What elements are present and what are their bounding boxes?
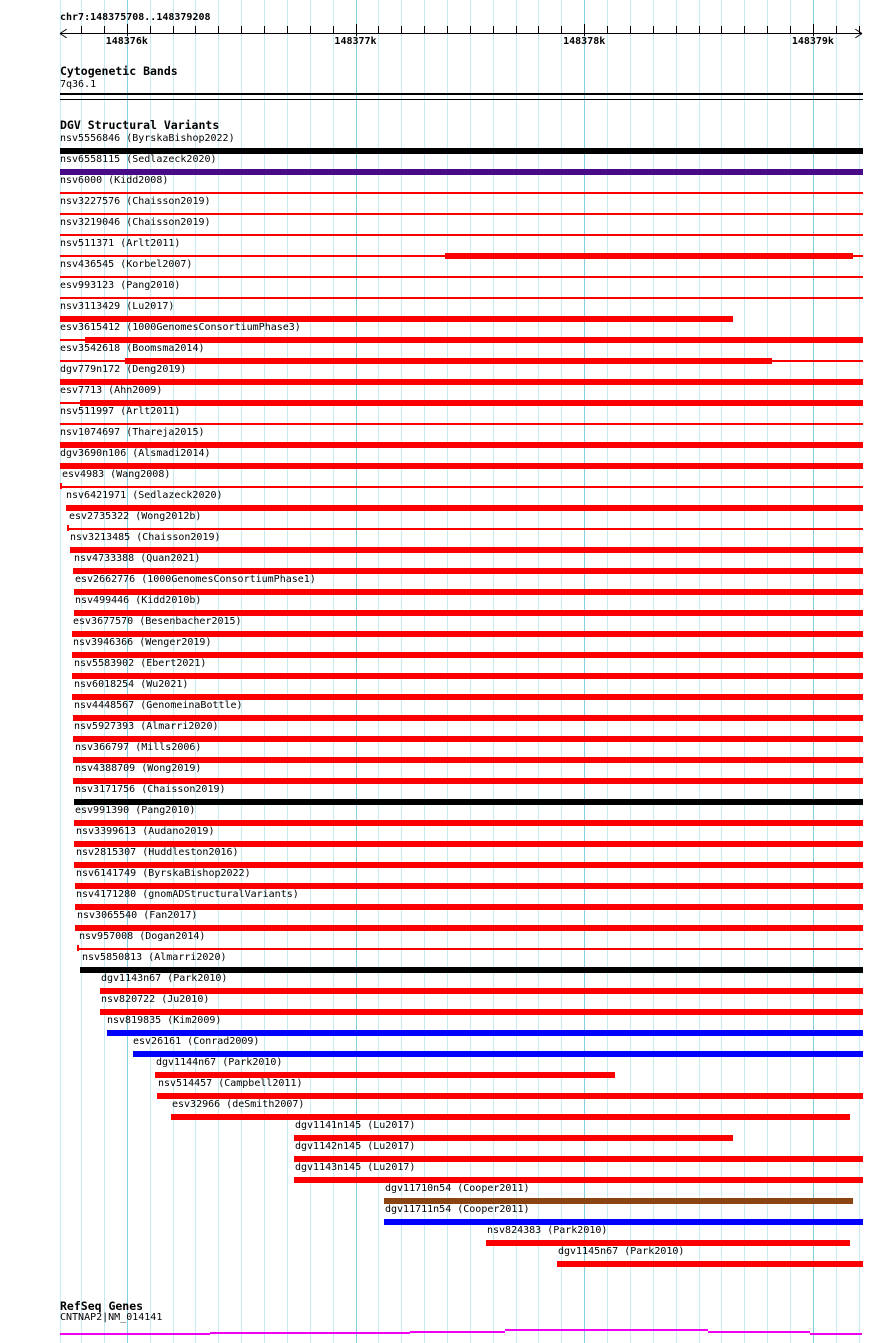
- variant-row: [0, 681, 890, 702]
- variant-row: [0, 1164, 890, 1185]
- ruler-tick: [470, 26, 471, 33]
- variant-row: [0, 513, 890, 534]
- variant-row: [0, 156, 890, 177]
- variant-label[interactable]: nsv2815307 (Huddleston2016): [76, 847, 239, 858]
- variant-label[interactable]: nsv366797 (Mills2006): [75, 742, 202, 753]
- variant-row: [0, 1059, 890, 1080]
- variant-row: [0, 1122, 890, 1143]
- variant-bar-thin[interactable]: [67, 528, 863, 530]
- gene-line-segment[interactable]: [310, 1332, 410, 1334]
- variant-bar-thin[interactable]: [60, 276, 863, 278]
- ruler-tick: [744, 26, 745, 33]
- ruler-tick-major: [813, 24, 814, 36]
- variant-label[interactable]: nsv6141749 (ByrskaBishop2022): [76, 868, 251, 879]
- variant-bar[interactable]: [60, 169, 863, 175]
- variant-row: [0, 534, 890, 555]
- variant-bar[interactable]: [557, 1261, 863, 1267]
- variant-label[interactable]: nsv3113429 (Lu2017): [60, 301, 175, 312]
- ruler-line: [60, 33, 862, 34]
- variant-label[interactable]: nsv3065540 (Fan2017): [77, 910, 198, 921]
- variant-label[interactable]: dgv1144n67 (Park2010): [156, 1057, 283, 1068]
- gene-line-segment[interactable]: [810, 1333, 862, 1335]
- variant-row: [0, 870, 890, 891]
- ruler-tick: [333, 26, 334, 33]
- variant-label[interactable]: esv2735322 (Wong2012b): [69, 511, 202, 522]
- variant-bar-thin[interactable]: [60, 360, 125, 362]
- variant-label[interactable]: nsv514457 (Campbell2011): [158, 1078, 303, 1089]
- section-header-cytogenetic-bands: Cytogenetic Bands: [60, 64, 178, 78]
- variant-label[interactable]: dgv11710n54 (Cooper2011): [385, 1183, 530, 1194]
- ruler-tick-label: 148379k: [791, 36, 834, 47]
- variant-row: [0, 429, 890, 450]
- variant-label[interactable]: nsv436545 (Korbel2007): [60, 259, 193, 270]
- ruler-tick-label: 148376k: [105, 36, 148, 47]
- variant-label[interactable]: nsv5850813 (Almarri2020): [82, 952, 227, 963]
- section-header-refseq-genes: RefSeq Genes: [60, 1299, 144, 1313]
- variant-label[interactable]: esv3542618 (Boomsma2014): [60, 343, 205, 354]
- ruler-tick: [836, 26, 837, 33]
- ruler-tick: [241, 26, 242, 33]
- variant-bar-thin[interactable]: [60, 402, 80, 404]
- variant-label[interactable]: nsv3946366 (Wenger2019): [73, 637, 212, 648]
- variant-row: [0, 219, 890, 240]
- variant-row: [0, 555, 890, 576]
- variant-row: [0, 912, 890, 933]
- variant-row: [0, 345, 890, 366]
- cytoband-label[interactable]: 7q36.1: [60, 79, 97, 90]
- ruler-tick-label: 148377k: [334, 36, 377, 47]
- gene-line-segment[interactable]: [410, 1331, 505, 1333]
- ruler-tick: [378, 26, 379, 33]
- variant-row: [0, 954, 890, 975]
- variant-row: [0, 387, 890, 408]
- variant-row: [0, 324, 890, 345]
- ruler-tick: [150, 26, 151, 33]
- variant-row: [0, 807, 890, 828]
- variant-bar[interactable]: [72, 673, 863, 679]
- variant-label[interactable]: nsv824383 (Park2010): [487, 1225, 608, 1236]
- variant-bar[interactable]: [445, 253, 853, 259]
- ruler-tick: [173, 26, 174, 33]
- variant-row: [0, 765, 890, 786]
- ruler-tick: [538, 26, 539, 33]
- variant-bar-thin[interactable]: [60, 297, 863, 299]
- variant-bar[interactable]: [171, 1114, 850, 1120]
- variant-bar-thin[interactable]: [60, 339, 85, 341]
- variant-row: [0, 366, 890, 387]
- variant-row: [0, 891, 890, 912]
- variant-label[interactable]: nsv6558115 (Sedlazeck2020): [60, 154, 217, 165]
- ruler-tick: [104, 26, 105, 33]
- variant-row: [0, 786, 890, 807]
- variant-label[interactable]: esv32966 (deSmith2007): [172, 1099, 305, 1110]
- variant-row: [0, 996, 890, 1017]
- ruler-tick: [859, 26, 860, 33]
- variant-row: [0, 450, 890, 471]
- variant-bar[interactable]: [125, 358, 772, 364]
- ruler-tick: [310, 26, 311, 33]
- variant-label[interactable]: nsv499446 (Kidd2010b): [75, 595, 202, 606]
- ruler-tick: [447, 26, 448, 33]
- ruler-tick: [561, 26, 562, 33]
- ruler-tick: [493, 26, 494, 33]
- ruler-tick: [699, 26, 700, 33]
- variant-row: [0, 1101, 890, 1122]
- variant-label[interactable]: dgv779n172 (Deng2019): [60, 364, 187, 375]
- variant-label[interactable]: nsv3213485 (Chaisson2019): [70, 532, 221, 543]
- ruler-tick: [653, 26, 654, 33]
- variant-row: [0, 618, 890, 639]
- ruler-tick-major: [584, 24, 585, 36]
- variant-row: [0, 1080, 890, 1101]
- variant-label[interactable]: esv2662776 (1000GenomesConsortiumPhase1): [75, 574, 316, 585]
- ruler-tick: [767, 26, 768, 33]
- variant-bar[interactable]: [384, 1219, 863, 1225]
- ruler-tick: [676, 26, 677, 33]
- variant-row: [0, 660, 890, 681]
- variant-bar[interactable]: [60, 463, 863, 469]
- variant-bar[interactable]: [294, 1177, 863, 1183]
- variant-label[interactable]: nsv3227576 (Chaisson2019): [60, 196, 211, 207]
- variant-row: [0, 597, 890, 618]
- variant-row: [0, 303, 890, 324]
- variant-label[interactable]: nsv6421971 (Sedlazeck2020): [66, 490, 223, 501]
- variant-row: [0, 1143, 890, 1164]
- variant-label[interactable]: esv7713 (Ahn2009): [60, 385, 163, 396]
- ruler-tick: [218, 26, 219, 33]
- gene-label[interactable]: CNTNAP2|NM_014141: [60, 1312, 163, 1323]
- variant-label[interactable]: esv991390 (Pang2010): [75, 805, 196, 816]
- ruler-tick: [790, 26, 791, 33]
- variant-row: [0, 492, 890, 513]
- variant-row: [0, 933, 890, 954]
- variant-label[interactable]: esv4983 (Wang2008): [62, 469, 171, 480]
- variant-label[interactable]: dgv1141n145 (Lu2017): [295, 1120, 416, 1131]
- variant-label[interactable]: nsv6018254 (Wu2021): [74, 679, 189, 690]
- variant-bar[interactable]: [60, 379, 863, 385]
- variant-bar-thin[interactable]: [77, 948, 863, 950]
- variant-row: [0, 135, 890, 156]
- variant-row: [0, 744, 890, 765]
- ruler-tick-major: [127, 24, 128, 36]
- section-header-dgv-structural-variants: DGV Structural Variants: [60, 118, 220, 132]
- ruler-tick-label: 148378k: [563, 36, 606, 47]
- ruler-tick: [607, 26, 608, 33]
- variant-label[interactable]: nsv511997 (Arlt2011): [60, 406, 181, 417]
- variant-bar-thin[interactable]: [60, 234, 863, 236]
- variant-row: [0, 723, 890, 744]
- ruler-tick: [424, 26, 425, 33]
- gene-line-segment[interactable]: [708, 1331, 810, 1333]
- variant-label[interactable]: nsv3171756 (Chaisson2019): [75, 784, 226, 795]
- variant-label[interactable]: dgv1142n145 (Lu2017): [295, 1141, 416, 1152]
- variant-bar-thin[interactable]: [60, 192, 863, 194]
- variant-bar-thin[interactable]: [60, 213, 863, 215]
- ruler-tick: [195, 26, 196, 33]
- ruler-tick: [630, 26, 631, 33]
- variant-label[interactable]: nsv5927393 (Almarri2020): [74, 721, 219, 732]
- ruler-tick: [81, 26, 82, 33]
- ruler-tick-major: [356, 24, 357, 36]
- variant-label[interactable]: nsv3219046 (Chaisson2019): [60, 217, 211, 228]
- variant-label[interactable]: dgv11711n54 (Cooper2011): [385, 1204, 530, 1215]
- gene-line-segment[interactable]: [505, 1329, 708, 1331]
- variant-label[interactable]: esv26161 (Conrad2009): [133, 1036, 260, 1047]
- variant-label[interactable]: dgv1143n67 (Park2010): [101, 973, 228, 984]
- variant-label[interactable]: nsv4733388 (Quan2021): [74, 553, 201, 564]
- variant-label[interactable]: nsv957008 (Dogan2014): [79, 931, 206, 942]
- cytoband-bar-top[interactable]: [60, 93, 863, 95]
- variant-row: [0, 471, 890, 492]
- ruler-tick: [721, 26, 722, 33]
- variant-row: [0, 1227, 890, 1248]
- variant-label[interactable]: dgv1145n67 (Park2010): [558, 1246, 685, 1257]
- variant-row: [0, 408, 890, 429]
- ruler-tick: [287, 26, 288, 33]
- variant-row: [0, 639, 890, 660]
- variant-label[interactable]: nsv511371 (Arlt2011): [60, 238, 181, 249]
- variant-label[interactable]: dgv1143n145 (Lu2017): [295, 1162, 416, 1173]
- ruler-tick: [264, 26, 265, 33]
- variant-row: [0, 240, 890, 261]
- variant-label[interactable]: nsv1074697 (Thareja2015): [60, 427, 205, 438]
- variant-row: [0, 261, 890, 282]
- variant-row: [0, 975, 890, 996]
- ruler-tick: [401, 26, 402, 33]
- variant-bar[interactable]: [100, 988, 863, 994]
- variant-label[interactable]: esv993123 (Pang2010): [60, 280, 181, 291]
- variant-label[interactable]: nsv4388709 (Wong2019): [75, 763, 202, 774]
- variant-row: [0, 177, 890, 198]
- variant-row: [0, 1185, 890, 1206]
- gene-line-segment[interactable]: [210, 1332, 310, 1334]
- variant-row: [0, 1206, 890, 1227]
- variant-label[interactable]: esv3677570 (Besenbacher2015): [73, 616, 242, 627]
- variant-bar-thin[interactable]: [772, 360, 863, 362]
- variant-row: [0, 282, 890, 303]
- cytoband-bar-bottom[interactable]: [60, 99, 863, 100]
- variant-row: [0, 1017, 890, 1038]
- gene-line-segment[interactable]: [60, 1333, 210, 1335]
- variant-row: [0, 576, 890, 597]
- variant-label[interactable]: dgv3690n106 (Alsmadi2014): [60, 448, 211, 459]
- variant-label[interactable]: nsv820722 (Ju2010): [101, 994, 210, 1005]
- variant-row: [0, 828, 890, 849]
- variant-bar[interactable]: [80, 400, 863, 406]
- variant-label[interactable]: nsv4171280 (gnomADStructuralVariants): [76, 889, 299, 900]
- ruler-tick: [516, 26, 517, 33]
- variant-bar-thin[interactable]: [60, 486, 863, 488]
- variant-row: [0, 1248, 890, 1269]
- variant-label[interactable]: nsv4448567 (GenomeinaBottle): [74, 700, 243, 711]
- variant-label[interactable]: nsv6000 (Kidd2008): [60, 175, 169, 186]
- variant-row: [0, 849, 890, 870]
- region-title: chr7:148375708..148379208: [60, 12, 211, 23]
- variant-label[interactable]: nsv5583902 (Ebert2021): [74, 658, 207, 669]
- variant-row: [0, 198, 890, 219]
- variant-label[interactable]: nsv819835 (Kim2009): [107, 1015, 222, 1026]
- variant-label[interactable]: esv3615412 (1000GenomesConsortiumPhase3): [60, 322, 301, 333]
- variant-row: [0, 702, 890, 723]
- variant-label[interactable]: nsv3399613 (Audano2019): [76, 826, 215, 837]
- variant-bar-thin[interactable]: [60, 423, 863, 425]
- variant-row: [0, 1038, 890, 1059]
- variant-label[interactable]: nsv5556846 (ByrskaBishop2022): [60, 133, 235, 144]
